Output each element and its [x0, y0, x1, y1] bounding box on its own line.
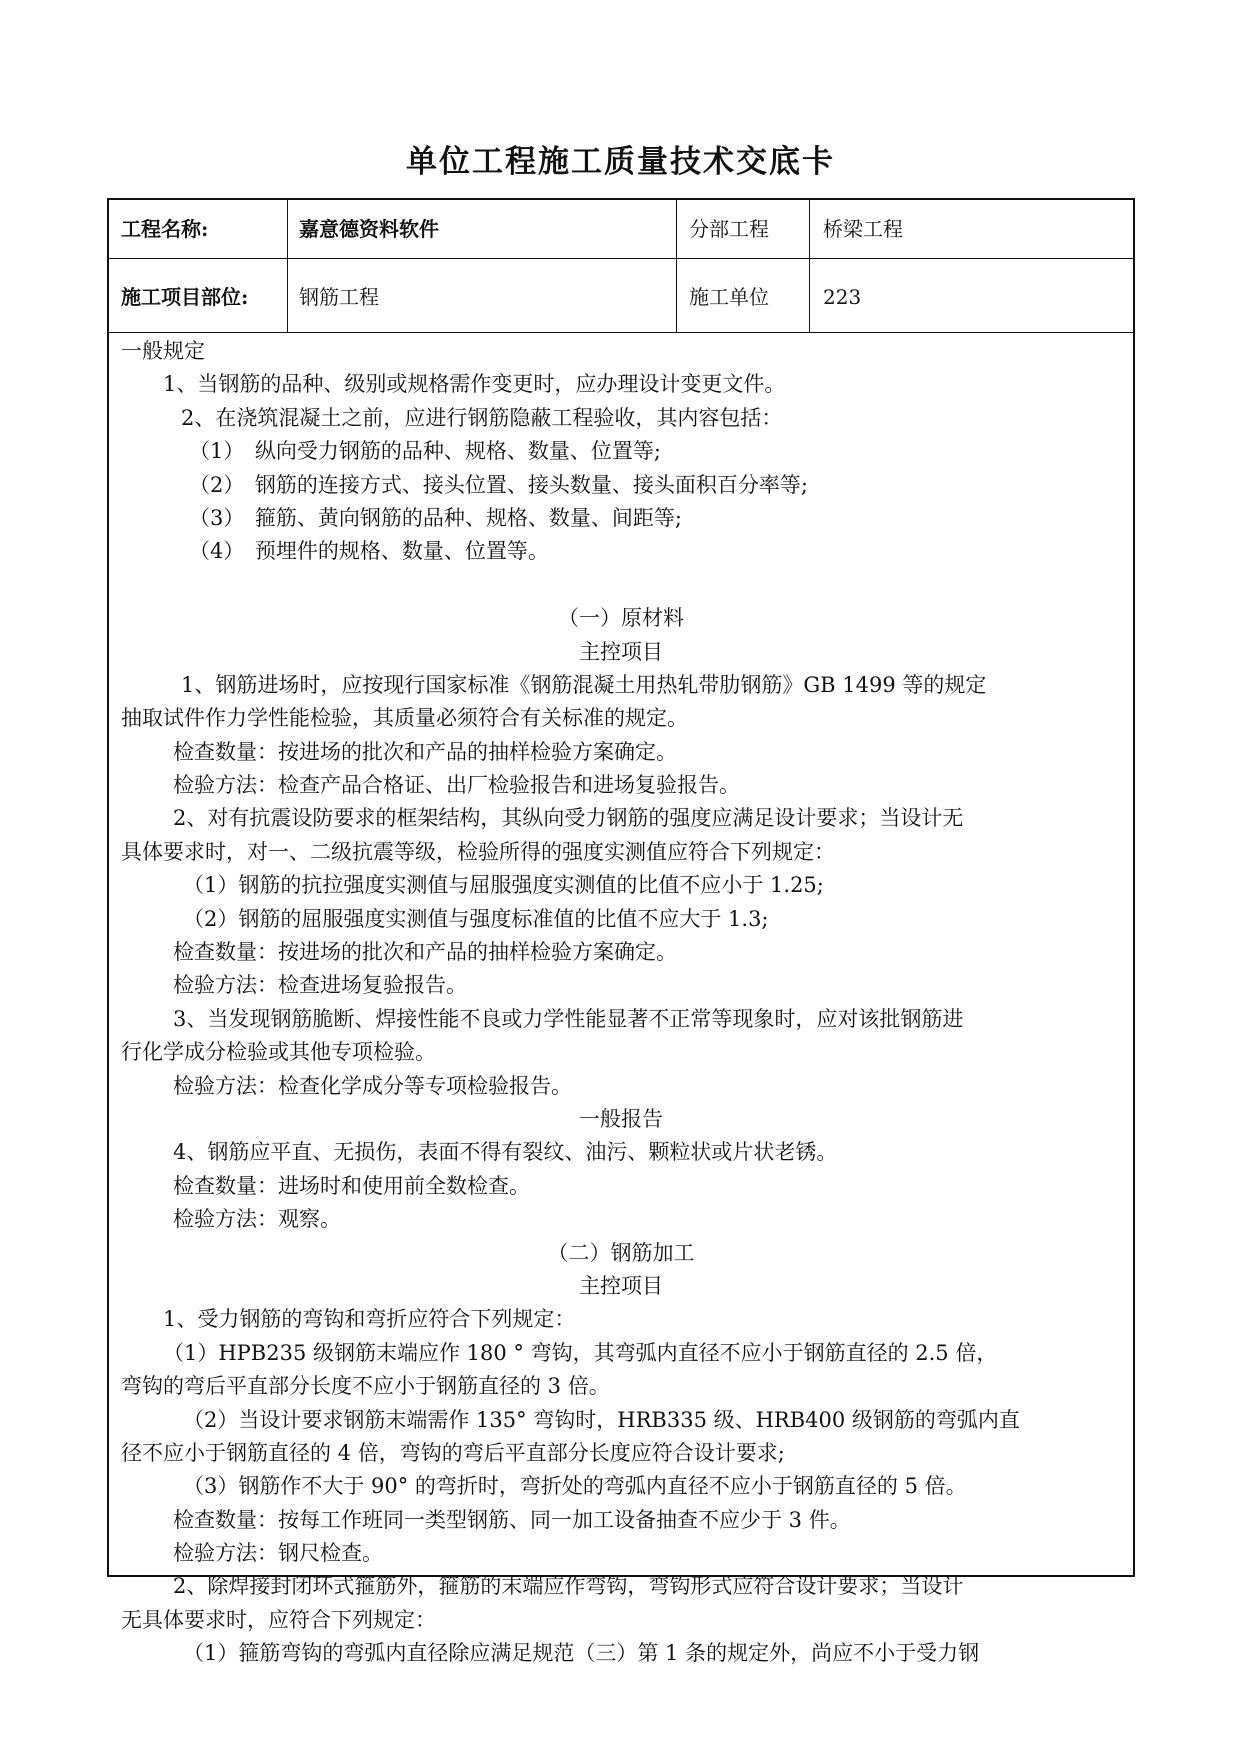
row-divider — [109, 332, 1133, 333]
page-title: 单位工程施工质量技术交底卡 — [406, 144, 835, 180]
project-name-label: 工程名称: — [121, 217, 209, 241]
text-line: 2、除焊接封闭环式箍筋外，箍筋的末端应作弯钩，弯钩形式应符合设计要求；当设计 — [173, 1574, 964, 1599]
text-line: （4） 预埋件的规格、数量、位置等。 — [189, 539, 549, 564]
section-heading: （一）原材料 — [558, 606, 684, 631]
text-line: 一般规定 — [121, 339, 205, 363]
text-line: 弯钩的弯后平直部分长度不应小于钢筋直径的 3 倍。 — [121, 1374, 610, 1399]
text-line: 径不应小于钢筋直径的 4 倍，弯钩的弯后平直部分长度应符合设计要求; — [121, 1440, 785, 1465]
text-line: 1、当钢筋的品种、级别或规格需作变更时，应办理设计变更文件。 — [163, 372, 786, 397]
subsection-heading: 主控项目 — [579, 639, 663, 664]
division-value: 桥梁工程 — [823, 217, 903, 241]
row-divider — [109, 258, 1133, 259]
location-value: 钢筋工程 — [299, 285, 379, 309]
text-line: （2）钢筋的屈服强度实测值与强度标准值的比值不应大于 1.3; — [183, 906, 769, 931]
text-line: 1、钢筋进场时，应按现行国家标准《钢筋混凝土用热轧带肋钢筋》GB 1499 等的规定 — [181, 672, 987, 697]
text-line: （1）箍筋弯钩的弯弧内直径除应满足规范（三）第 1 条的规定外，尚应不小于受力钢 — [183, 1641, 980, 1666]
location-label: 施工项目部位: — [121, 285, 249, 309]
text-line: 3、当发现钢筋脆断、焊接性能不良或力学性能显著不正常等现象时，应对该批钢筋进 — [173, 1006, 964, 1031]
division-label: 分部工程 — [689, 217, 769, 241]
column-divider — [809, 200, 810, 332]
text-line: （1）钢筋的抗拉强度实测值与屈服强度实测值的比值不应小于 1.25; — [183, 873, 824, 898]
text-line: 无具体要求时，应符合下列规定： — [121, 1607, 436, 1632]
text-line: 检查数量：进场时和使用前全数检查。 — [173, 1173, 530, 1198]
section-heading: （二）钢筋加工 — [547, 1240, 695, 1265]
text-line: 抽取试件作力学性能检验，其质量必须符合有关标准的规定。 — [121, 706, 688, 731]
text-line: 行化学成分检验或其他专项检验。 — [121, 1040, 436, 1065]
column-divider — [676, 200, 677, 332]
unit-value: 223 — [823, 285, 862, 309]
text-line: （3）钢筋作不大于 90° 的弯折时，弯折处的弯弧内直径不应小于钢筋直径的 5 倍。 — [183, 1474, 967, 1499]
text-line: 检验方法：检查化学成分等专项检验报告。 — [173, 1073, 572, 1098]
text-line: 2、在浇筑混凝土之前，应进行钢筋隐蔽工程验收，其内容包括： — [181, 405, 783, 430]
unit-label: 施工单位 — [689, 285, 769, 309]
text-line: （1）HPB235 级钢筋末端应作 180 ° 弯钩，其弯弧内直径不应小于钢筋直径的 2.5 倍， — [163, 1340, 998, 1365]
text-line: （2） 钢筋的连接方式、接头位置、接头数量、接头面积百分率等; — [189, 472, 808, 497]
subsection-heading: 主控项目 — [579, 1273, 663, 1298]
project-name-value: 嘉意德资料软件 — [299, 217, 439, 241]
text-line: 检查数量：按每工作班同一类型钢筋、同一加工设备抽查不应少于 3 件。 — [173, 1507, 851, 1532]
text-line: 检验方法：钢尺检查。 — [173, 1541, 383, 1566]
body-text — [121, 335, 1121, 1671]
column-divider — [287, 200, 288, 332]
text-line: 2、对有抗震设防要求的框架结构，其纵向受力钢筋的强度应满足设计要求；当设计无 — [173, 806, 964, 831]
document-table — [107, 198, 1135, 1666]
text-line: （2）当设计要求钢筋末端需作 135° 弯钩时，HRB335 级、HRB400 级钢筋的弯弧内直 — [183, 1407, 1020, 1432]
text-line — [121, 569, 1121, 602]
text-line: 检验方法：检查进场复验报告。 — [173, 973, 467, 998]
subsection-heading: 一般报告 — [579, 1106, 663, 1131]
text-line: 检查数量：按进场的批次和产品的抽样检验方案确定。 — [173, 940, 677, 965]
text-line: （3） 箍筋、黄向钢筋的品种、规格、数量、间距等; — [189, 505, 682, 530]
text-line: 4、钢筋应平直、无损伤，表面不得有裂纹、油污、颗粒状或片状老锈。 — [173, 1140, 838, 1165]
text-line: 具体要求时，对一、二级抗震等级，检验所得的强度实测值应符合下列规定： — [121, 839, 835, 864]
text-line: 1、受力钢筋的弯钩和弯折应符合下列规定： — [163, 1307, 576, 1332]
text-line: 检查数量：按进场的批次和产品的抽样检验方案确定。 — [173, 739, 677, 764]
text-line: （1） 纵向受力钢筋的品种、规格、数量、位置等; — [189, 439, 661, 464]
text-line: 检验方法：检查产品合格证、出厂检验报告和进场复验报告。 — [173, 773, 740, 798]
text-line: 检验方法：观察。 — [173, 1207, 341, 1232]
